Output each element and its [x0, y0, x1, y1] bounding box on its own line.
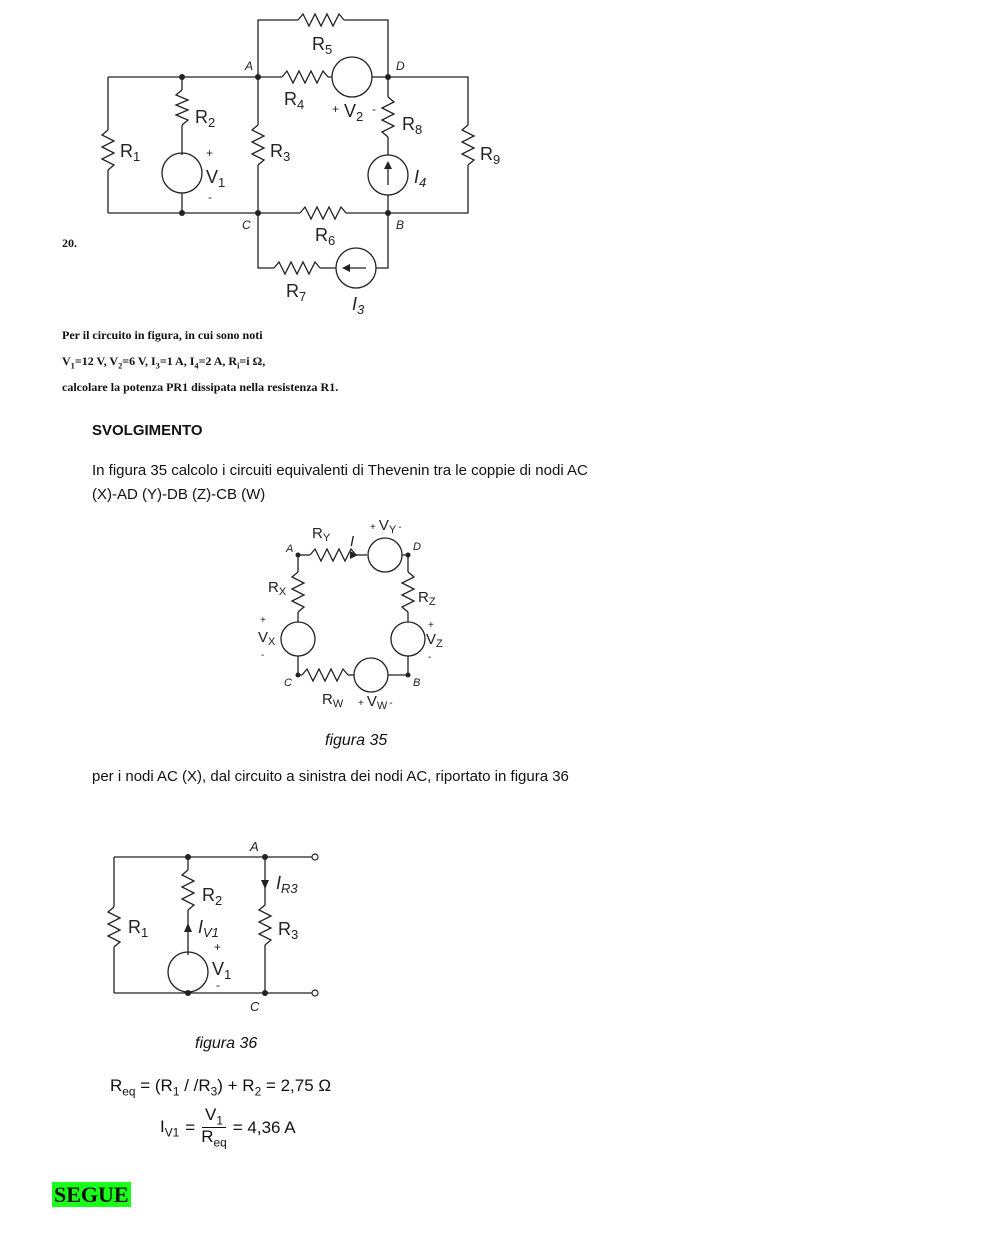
segue-label: SEGUE	[54, 1182, 129, 1207]
label-iv1: $I_{V1}$	[198, 917, 219, 940]
v2-minus: -	[372, 102, 376, 116]
label-r2: $R_2$	[202, 885, 223, 908]
problem-line-1: Per il circuito in figura, in cui sono noti	[62, 328, 263, 342]
label-vz: $V_Z$	[426, 631, 443, 650]
vx-minus: -	[261, 650, 265, 661]
solution-paragraph-1-line-1: In figura 35 calcolo i circuiti equivalenti di Thevenin tra le coppie di nodi AC	[92, 462, 588, 479]
label-i3: $I_3$	[352, 294, 365, 317]
circuit-diagram-figure-35	[250, 510, 460, 720]
label-v1: $V_1$	[206, 167, 226, 190]
node-c: C	[250, 999, 260, 1014]
circuit-diagram-figure-36	[100, 835, 360, 1020]
solution-paragraph-2: per i nodi AC (X), dal circuito a sinistra dei nodi AC, riportato in figura 36	[92, 768, 569, 785]
equation-iv1: $I_{V1}$ = $V_1$ $R_{eq}$ = 4,36 A	[160, 1105, 296, 1150]
label-r1: $R_1$	[128, 917, 149, 940]
node-b: B	[413, 677, 421, 689]
label-r7: $R_7$	[286, 281, 307, 304]
v1-plus: +	[214, 940, 222, 954]
label-rx: $R_X$	[268, 579, 287, 598]
problem-number: 20.	[62, 236, 77, 250]
vz-minus: -	[428, 652, 432, 663]
label-i: I	[350, 533, 355, 550]
figure-36-caption: figura 36	[195, 1035, 258, 1052]
equation-req: $R_{eq} = (R_1 / /R_3) + R_2 = 2,75$ Ω	[110, 1076, 332, 1099]
vz-plus: +	[428, 620, 434, 631]
node-c: C	[284, 677, 292, 689]
v1-minus: -	[208, 190, 212, 204]
v1-minus: -	[216, 978, 220, 992]
label-r5: $R_5$	[312, 34, 333, 57]
v1-plus: +	[206, 146, 214, 160]
node-d: D	[413, 541, 421, 553]
label-r2: $R_2$	[195, 107, 216, 130]
problem-line-3: calcolare la potenza PR1 dissipata nella resistenza R1.	[62, 380, 339, 394]
label-vw: + $V_W$ -	[358, 693, 393, 712]
label-v2: $V_2$	[344, 101, 364, 124]
label-vx: $V_X$	[258, 629, 276, 648]
v2-plus: +	[332, 102, 340, 116]
label-r6: $R_6$	[315, 225, 336, 248]
solution-paragraph-1-line-2: (X)-AD (Y)-DB (Z)-CB (W)	[92, 486, 266, 503]
vx-plus: +	[260, 615, 266, 626]
node-a: A	[245, 59, 254, 73]
figure-35-caption: figura 35	[325, 732, 388, 749]
label-r1: $R_1$	[120, 141, 141, 164]
label-r4: $R_4$	[284, 89, 305, 112]
label-ir3: $I_{R3}$	[276, 873, 298, 896]
label-v1: $V_1$	[212, 959, 232, 982]
problem-line-2: $V_1=12$ V, $V_2=6$ V, $I_3=1$ A, $I_4=2$ A, $R_i=i$ Ω,	[62, 354, 266, 371]
node-d: D	[396, 59, 405, 73]
label-r9: $R_9$	[480, 144, 501, 167]
label-ry: $R_Y$	[312, 525, 331, 544]
node-c: C	[242, 218, 251, 232]
label-r3: $R_3$	[278, 919, 299, 942]
label-rw: $R_W$	[322, 691, 344, 710]
label-r8: $R_8$	[402, 114, 423, 137]
label-i4: $I_4$	[414, 167, 427, 190]
node-a: A	[286, 543, 294, 555]
circuit-diagram-main	[90, 5, 530, 325]
node-b: B	[396, 218, 405, 232]
label-vy: + $V_Y$ -	[370, 517, 402, 536]
label-r3: $R_3$	[270, 141, 291, 164]
label-rz: $R_Z$	[418, 589, 436, 608]
node-a: A	[250, 839, 259, 854]
solution-heading: SVOLGIMENTO	[92, 422, 203, 439]
